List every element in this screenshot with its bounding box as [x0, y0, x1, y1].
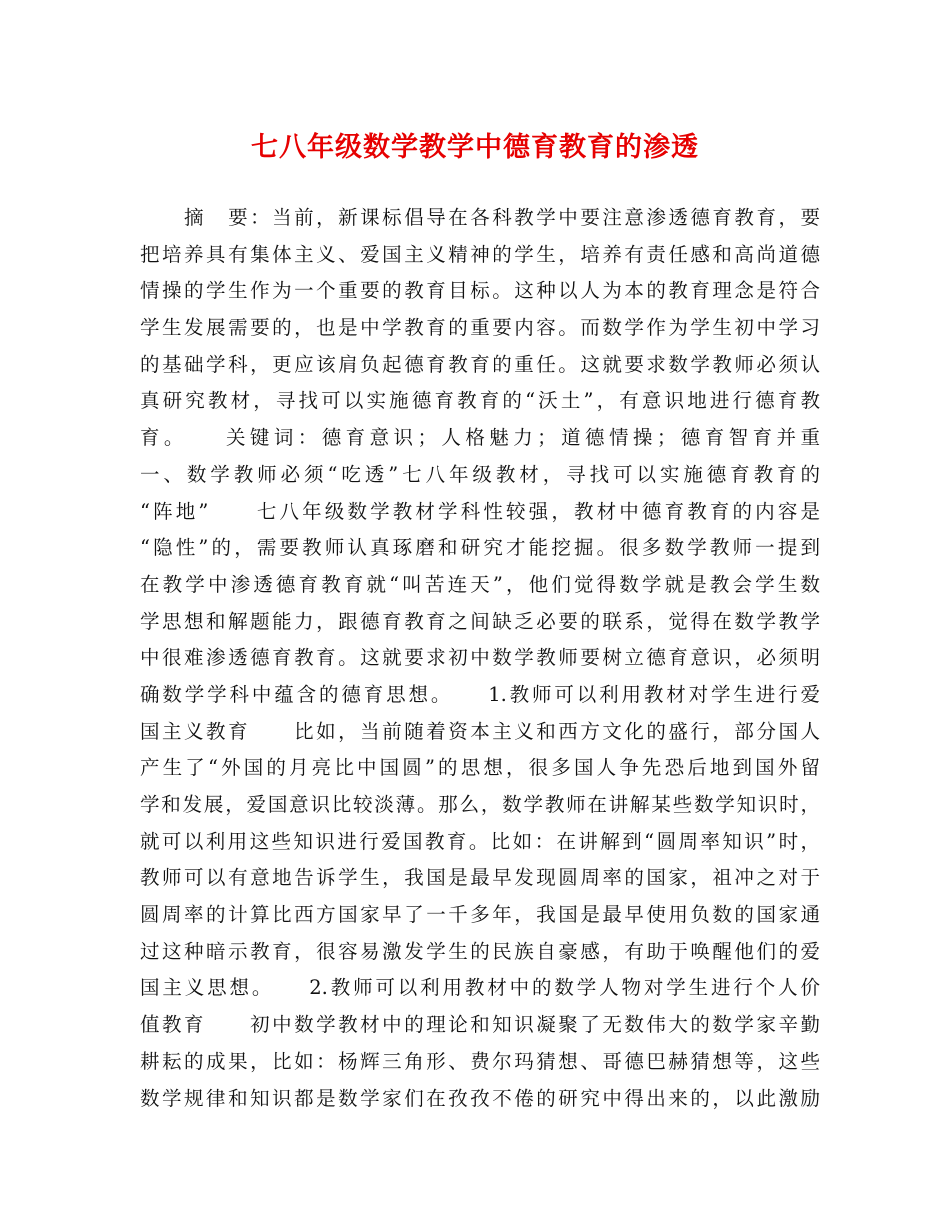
body-line-6: 真研究教材，寻找可以实施德育教育的“沃土”，有意识地进行德育教	[140, 389, 820, 413]
body-line-24: 耕耘的成果，比如：杨辉三角形、费尔玛猜想、哥德巴赫猜想等，这些	[140, 1049, 820, 1073]
body-line-17: 学和发展，爱国意识比较淡薄。那么，数学教师在讲解某些数学知识时，	[140, 793, 820, 816]
body-line-16: 产生了“外国的月亮比中国圆”的思想，很多国人争先恐后地到国外留	[140, 756, 820, 780]
body-line-4: 学生发展需要的，也是中学教育的重要内容。而数学作为学生初中学习	[140, 316, 820, 340]
body-line-15: 国主义教育 比如，当前随着资本主义和西方文化的盛行，部分国人	[140, 719, 820, 743]
body-line-8: 一、数学教师必须“吃透”七八年级教材，寻找可以实施德育教育的	[140, 462, 820, 486]
body-line-14: 确数学学科中蕴含的德育思想。 1.教师可以利用教材对学生进行爱	[140, 682, 820, 706]
body-line-9: “阵地” 七八年级数学教材学科性较强，教材中德育教育的内容是	[140, 499, 820, 523]
body-line-3: 情操的学生作为一个重要的教育目标。这种以人为本的教育理念是符合	[140, 279, 820, 303]
document-title: 七八年级数学教学中德育教育的渗透	[251, 132, 699, 163]
body-line-20: 圆周率的计算比西方国家早了一千多年，我国是最早使用负数的国家通	[140, 903, 820, 927]
body-line-21: 过这种暗示教育，很容易激发学生的民族自豪感，有助于唤醒他们的爱	[140, 939, 820, 963]
body-line-10: “隐性”的，需要教师认真琢磨和研究才能挖掘。很多数学教师一提到	[140, 536, 820, 560]
body-line-2: 把培养具有集体主义、爱国主义精神的学生，培养有责任感和高尚道德	[140, 242, 820, 266]
body-line-11: 在教学中渗透德育教育就“叫苦连天”，他们觉得数学就是教会学生数	[140, 572, 820, 596]
body-line-12: 学思想和解题能力，跟德育教育之间缺乏必要的联系，觉得在数学教学	[140, 609, 820, 633]
body-line-19: 教师可以有意地告诉学生，我国是最早发现圆周率的国家，祖冲之对于	[140, 866, 820, 890]
body-line-13: 中很难渗透德育教育。这就要求初中数学教师要树立德育意识，必须明	[140, 646, 820, 670]
document-body	[140, 200, 820, 1117]
body-line-23: 值教育 初中数学教材中的理论和知识凝聚了无数伟大的数学家辛勤	[140, 1013, 820, 1037]
body-line-5: 的基础学科，更应该肩负起德育教育的重任。这就要求数学教师必须认	[140, 352, 820, 376]
body-line-22: 国主义思想。 2.教师可以利用教材中的数学人物对学生进行个人价	[140, 976, 820, 1000]
body-line-1: 摘 要：当前，新课标倡导在各科教学中要注意渗透德育教育，要	[140, 206, 820, 229]
body-line-25: 数学规律和知识都是数学家们在孜孜不倦的研究中得出来的，以此激励	[140, 1086, 820, 1110]
body-line-18: 就可以利用这些知识进行爱国教育。比如：在讲解到“圆周率知识”时，	[140, 829, 820, 853]
body-line-7: 育。 关键词：德育意识；人格魅力；道德情操；德育智育并重	[140, 426, 820, 450]
